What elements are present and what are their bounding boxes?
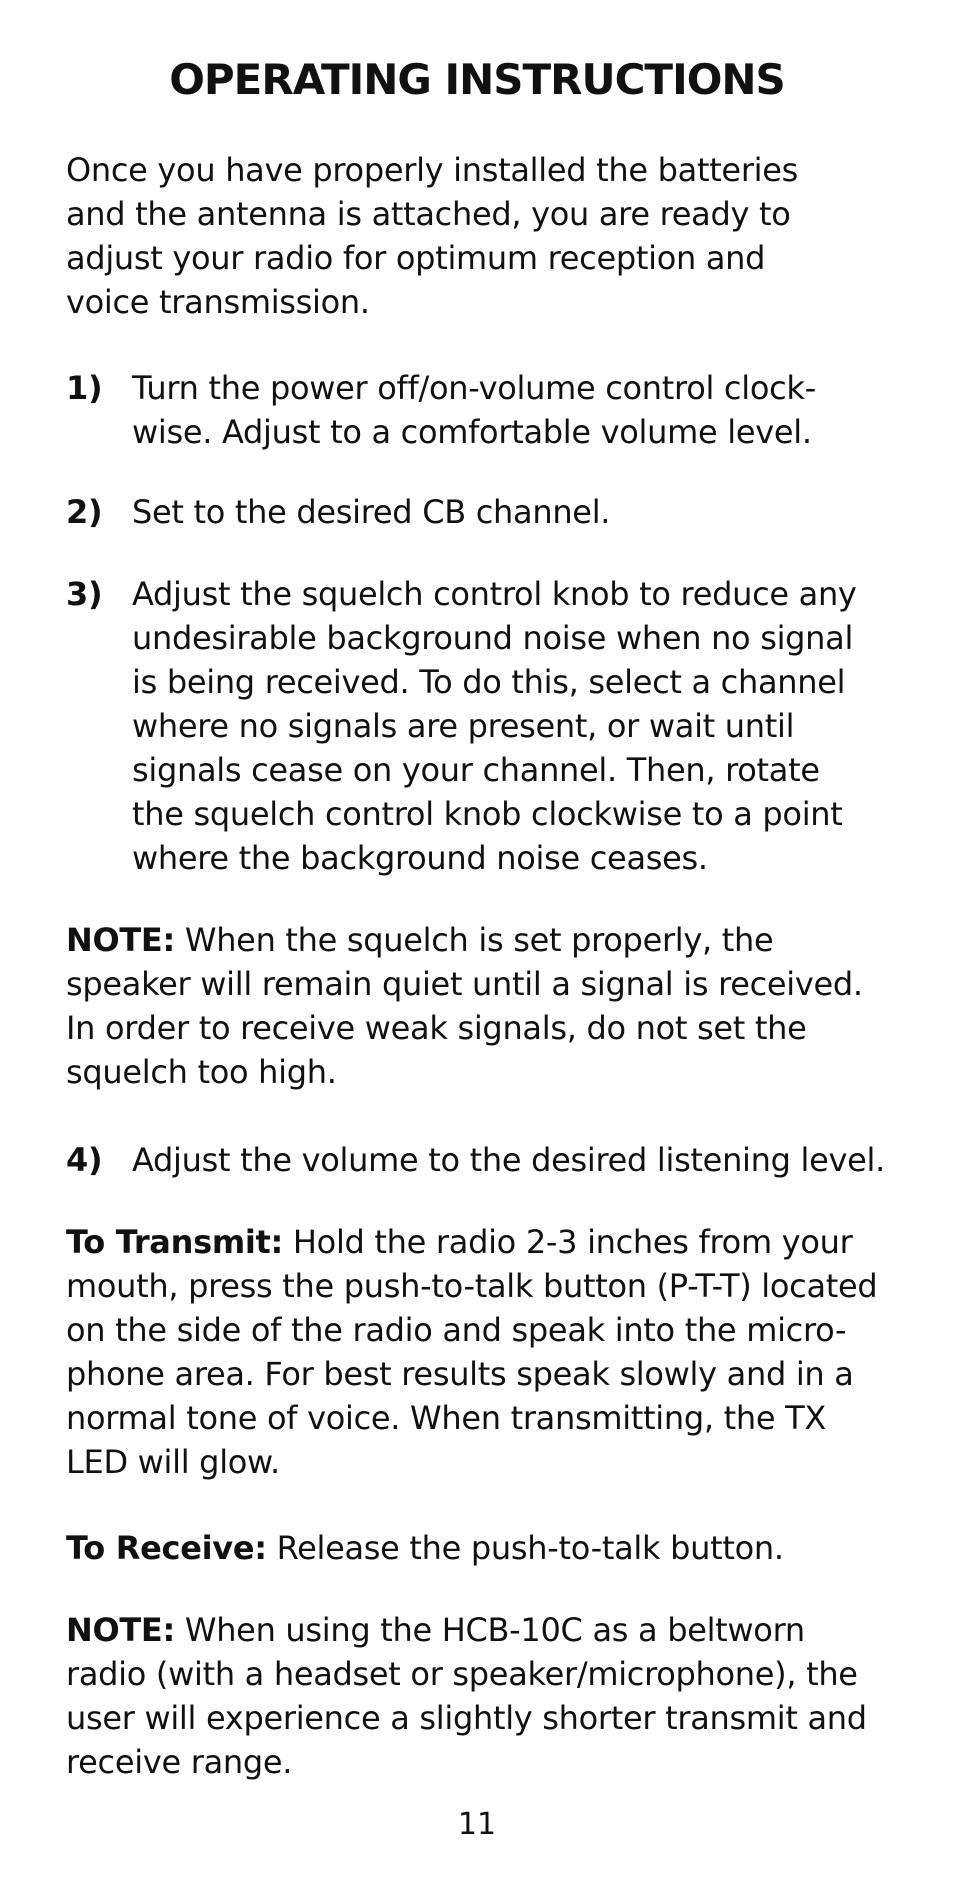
receive-line	[66, 1526, 906, 1570]
transmit-line: LED will glow.	[66, 1443, 280, 1481]
transmit-line: phone area. For best results speak slowly and in a	[66, 1355, 854, 1393]
note-line: In order to receive weak signals, do not set the	[66, 1009, 807, 1047]
note-line: receive range.	[66, 1743, 293, 1781]
note-beltworn	[66, 1608, 906, 1784]
intro-line: Once you have properly installed the batteries	[66, 151, 799, 189]
step-text	[132, 490, 906, 534]
intro-paragraph	[66, 148, 906, 324]
receive-label: To Receive:	[66, 1529, 267, 1567]
transmit-text: Hold the radio 2-3 inches from your	[283, 1223, 853, 1261]
step-line: where the background noise ceases.	[132, 839, 708, 877]
transmit-label: To Transmit:	[66, 1223, 284, 1261]
note-line: squelch too high.	[66, 1053, 337, 1091]
receive-text: Release the push-to-talk button.	[266, 1529, 784, 1567]
note-line: speaker will remain quiet until a signal is received.	[66, 965, 863, 1003]
note-squelch	[66, 918, 906, 1094]
transmit-line: on the side of the radio and speak into the micro-	[66, 1311, 847, 1349]
step-number: 3)	[66, 575, 103, 613]
intro-line: and the antenna is attached, you are ready to	[66, 195, 791, 233]
step-line: undesirable background noise when no signal	[132, 619, 854, 657]
step-line: Adjust the squelch control knob to reduce any	[132, 575, 857, 613]
intro-line: adjust your radio for optimum reception and	[66, 239, 766, 277]
page-title: OPERATING INSTRUCTIONS	[169, 55, 785, 104]
step-number: 1)	[66, 369, 103, 407]
note-text: When using the HCB-10C as a beltworn	[174, 1611, 805, 1649]
note-label: NOTE:	[66, 921, 175, 959]
transmit-line: mouth, press the push-to-talk button (P-T-T) located	[66, 1267, 878, 1305]
intro-line: voice transmission.	[66, 283, 370, 321]
step-line: is being received. To do this, select a channel	[132, 663, 846, 701]
step-line: Set to the desired CB channel.	[132, 493, 611, 531]
note-text: When the squelch is set properly, the	[174, 921, 774, 959]
step-line: Turn the power off/on-volume control clock-	[132, 369, 816, 407]
note-first-line	[66, 918, 906, 962]
transmit-first-line	[66, 1220, 906, 1264]
page-number: 11	[457, 1807, 497, 1842]
step-text	[132, 572, 906, 880]
step-text	[132, 1138, 906, 1182]
step-2	[66, 490, 906, 534]
step-line: wise. Adjust to a comfortable volume level.	[132, 413, 812, 451]
receive-paragraph	[66, 1526, 906, 1570]
note-line: user will experience a slightly shorter transmit and	[66, 1699, 867, 1737]
note-line: radio (with a headset or speaker/microphone), the	[66, 1655, 858, 1693]
step-line: Adjust the volume to the desired listening level.	[132, 1141, 885, 1179]
step-4	[66, 1138, 906, 1182]
transmit-paragraph	[66, 1220, 906, 1484]
step-1	[66, 366, 906, 454]
step-number: 4)	[66, 1141, 103, 1179]
note-label: NOTE:	[66, 1611, 175, 1649]
step-text	[132, 366, 906, 454]
step-3	[66, 572, 906, 880]
step-line: where no signals are present, or wait until	[132, 707, 795, 745]
step-line: the squelch control knob clockwise to a point	[132, 795, 843, 833]
note-first-line	[66, 1608, 906, 1652]
transmit-line: normal tone of voice. When transmitting, the TX	[66, 1399, 826, 1437]
step-line: signals cease on your channel. Then, rotate	[132, 751, 820, 789]
step-number: 2)	[66, 493, 103, 531]
